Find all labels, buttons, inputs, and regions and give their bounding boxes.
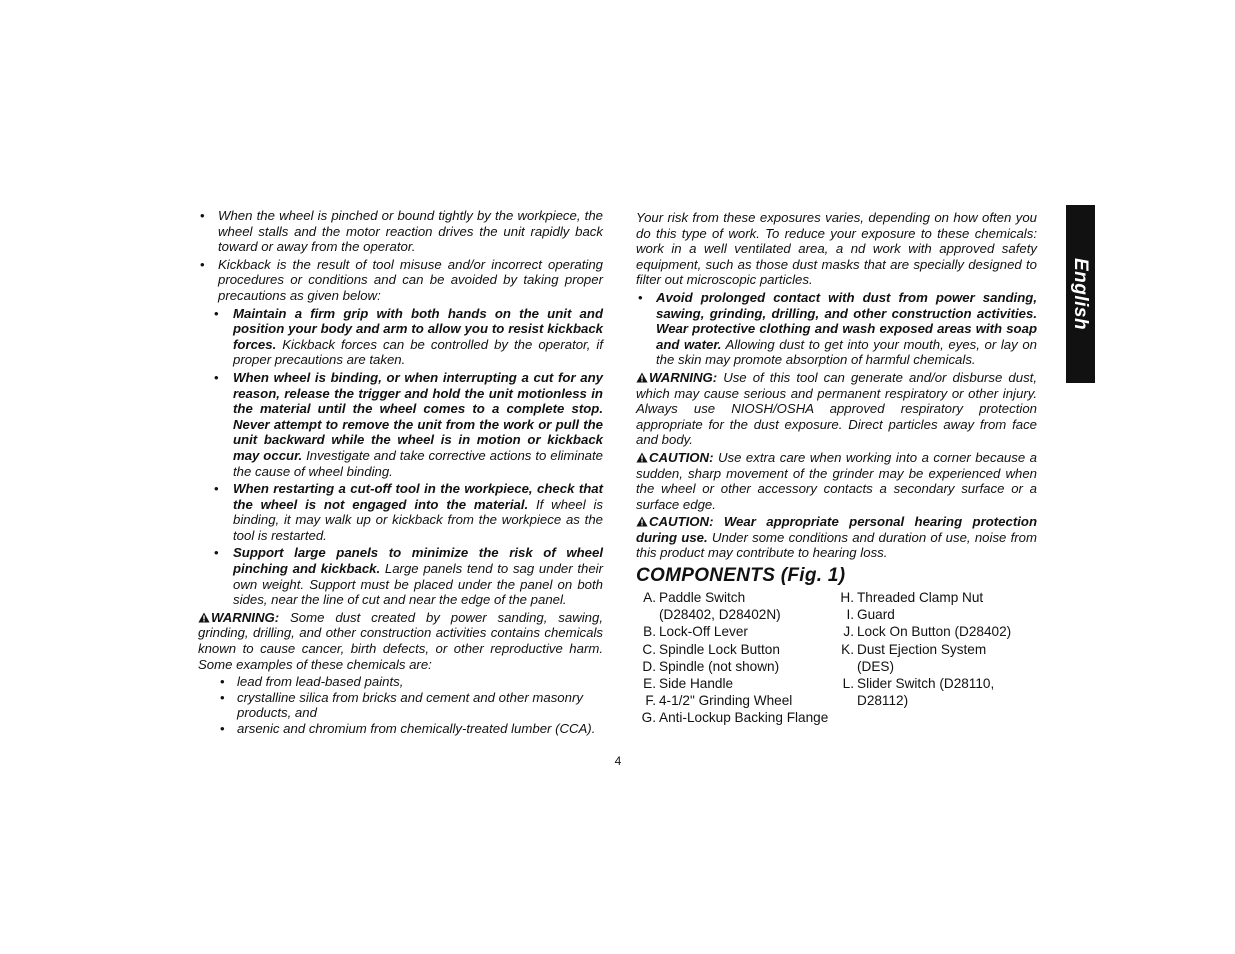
bullet-dot: • [638, 289, 643, 305]
chemical-item: • arsenic and chromium from chemically-treated lumber (CCA). [220, 721, 596, 736]
component-name: (DES) [857, 658, 895, 674]
caution-corner: CAUTION: Use extra care when working into a corner because a sudden, sharp movement of the grinder may be experienced when the wheel or other accessory contacts a secondary surface or a surface edge. [636, 449, 1037, 512]
sub-bullet-large-panels: • Support large panels to minimize the risk of wheel pinching and kickback. Large panels tend to sag under their own weight. Support must be placed under the panel on both sides, near the line of cut and near the edge of the panel. [214, 545, 604, 608]
component-item [636, 675, 836, 692]
component-item [834, 589, 1034, 606]
component-letter: I. [846, 607, 854, 623]
component-item [636, 692, 836, 709]
component-letter: D. [642, 658, 656, 674]
component-item [834, 623, 1034, 640]
bullet-dot: • [200, 208, 205, 223]
warning-triangle-icon [636, 452, 648, 463]
components-left-list [636, 589, 836, 727]
component-name: Guard [857, 607, 895, 623]
component-name: Lock On Button (D28402) [857, 624, 1012, 640]
exposure-paragraph: Your risk from these exposures varies, depending on how often you do this type of work. To reduce your exposure to these chemicals: work in a well ventilated area, a nd work with approved safety equipment, such as those dust masks that are specially designed to filter out microscopic particles. [636, 210, 1037, 288]
component-name: Paddle Switch [659, 590, 746, 606]
page-number: 4 [614, 754, 622, 768]
component-item [834, 692, 1034, 709]
caution-hearing: CAUTION: Wear appropriate personal hearing protection during use. Under some conditions and duration of use, noise from this product may contribute to hearing loss. [636, 514, 1037, 561]
warning-triangle-icon [636, 372, 648, 383]
components-right-list [834, 589, 1034, 709]
component-letter: B. [643, 624, 656, 640]
bullet-dot: • [220, 674, 225, 690]
bullet-dot: • [214, 305, 219, 321]
component-item [636, 623, 836, 640]
component-name: Spindle (not shown) [659, 658, 780, 674]
component-letter: E. [643, 676, 656, 691]
component-letter: H. [840, 590, 854, 606]
bullet-avoid-dust: • Avoid prolonged contact with dust from power sanding, sawing, grinding, drilling, and other construction activities. Wear protective clothing and wash exposed areas with soap and water. Allowing dust to get into your mouth, eyes, or lay on the skin may promote absorption of harmful chemicals. [638, 289, 1037, 368]
component-name: (D28402, D28402N) [659, 607, 781, 623]
chemical-item: • lead from lead-based paints, [220, 674, 404, 690]
warning-triangle-icon [198, 612, 210, 623]
sub-bullet-wheel-binding: • When wheel is binding, or when interrupting a cut for any reason, release the trigger and hold the unit motionless in the material until the wheel comes to a complete stop. Never attempt to remove the unit from the work or pull the unit backward while the wheel is in motion or kickback may occur. Investigate and take corrective actions to eliminate the cause of wheel binding. [214, 369, 604, 479]
component-item [636, 641, 836, 658]
component-letter: L. [842, 676, 854, 691]
warning-triangle-icon [636, 516, 648, 527]
component-name: Dust Ejection System [857, 641, 987, 657]
component-name: Threaded Clamp Nut [857, 590, 984, 606]
bullet-dot: • [220, 721, 225, 736]
component-name: 4-1/2" Grinding Wheel [659, 693, 793, 709]
bullet-dot: • [214, 369, 219, 385]
components-heading: COMPONENTS (Fig. 1) [636, 565, 846, 587]
bullet-dot: • [220, 689, 225, 705]
component-letter: F. [645, 693, 656, 709]
component-name: Lock-Off Lever [659, 624, 748, 640]
component-item [834, 658, 1034, 675]
component-item [834, 641, 1034, 658]
bullet-dot: • [214, 545, 219, 561]
component-name: D28112) [857, 693, 909, 709]
component-name: Spindle Lock Button [659, 641, 780, 657]
component-letter: K. [841, 641, 854, 657]
component-name: Slider Switch (D28110, [857, 676, 995, 691]
component-letter: J. [843, 624, 854, 640]
component-item [636, 589, 836, 606]
component-item [834, 675, 1034, 692]
component-item [636, 658, 836, 675]
component-letter: G. [641, 710, 656, 726]
sub-bullet-firm-grip: • Maintain a firm grip with both hands on the unit and position your body and arm to allow you to resist kickback forces. Kickback forces can be controlled by the operator, if proper precautions are taken. [214, 305, 603, 368]
component-item [636, 709, 836, 726]
component-name: Side Handle [659, 676, 734, 691]
warning-dust-chemicals: WARNING: Some dust created by power sanding, sawing, grinding, drilling, and other construction activities contains chemicals known to cause cancer, birth defects, or other reproductive harm. Some examples of these chemicals are: [198, 609, 603, 672]
left-column [198, 208, 603, 737]
bullet-kickback: • Kickback is the result of tool misuse and/or incorrect operating procedures or conditions and can be avoided by taking proper precautions as given below: [200, 256, 603, 303]
component-letter: C. [642, 641, 656, 657]
warning-respiratory: WARNING: Use of this tool can generate and/or disburse dust, which may cause serious and permanent respiratory or other injury. Always use NIOSH/OSHA approved respiratory protection appropriate for the dust exposure. Direct particles away from face and body. [636, 369, 1037, 448]
right-column [636, 210, 1037, 729]
bullet-pinched-wheel: • When the wheel is pinched or bound tightly by the workpiece, the wheel stalls and the motor reaction drives the unit rapidly back toward or away from the operator. [200, 208, 603, 255]
component-item [636, 606, 836, 623]
components-list [636, 589, 1037, 729]
component-item [834, 606, 1034, 623]
component-letter: A. [643, 590, 656, 606]
bullet-dot: • [200, 256, 205, 272]
chemical-item: • crystalline silica from bricks and cement and other masonry products, and [220, 689, 583, 721]
bullet-dot: • [214, 481, 219, 497]
sub-bullet-restarting: • When restarting a cut-off tool in the workpiece, check that the wheel is not engaged into the material. If wheel is binding, it may walk up or kickback from the workpiece as the tool is restarted. [214, 481, 603, 543]
component-name: Anti-Lockup Backing Flange [659, 710, 829, 726]
language-tab-label: English [1070, 257, 1091, 331]
